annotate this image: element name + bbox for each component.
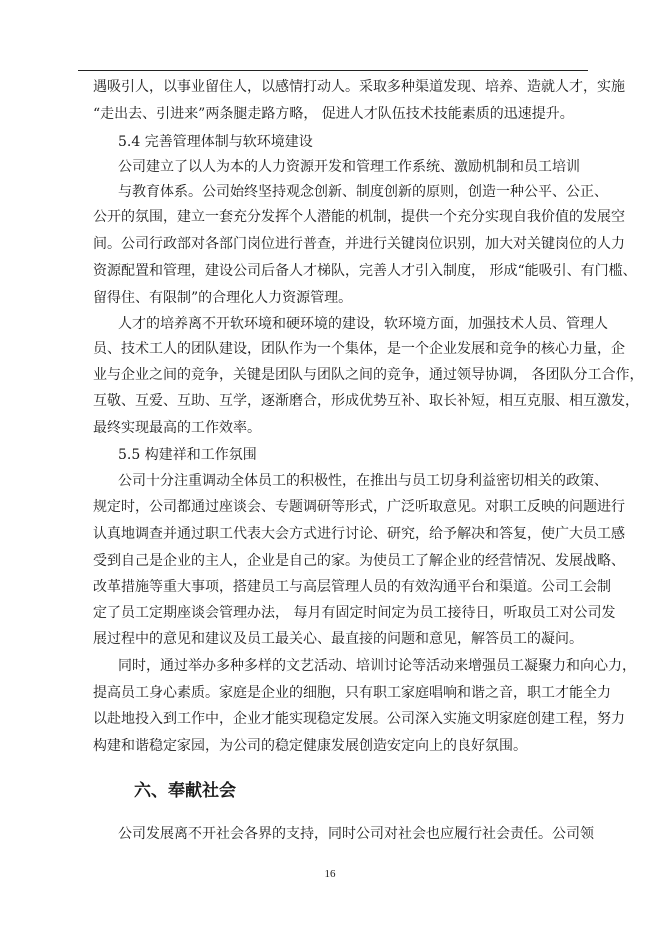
paragraph-line: “走出去、引进来”两条腿走路方略， 促进人才队伍技术技能素质的迅速提升。 <box>93 106 574 122</box>
paragraph-line: 提高员工身心素质。家庭是企业的细胞，只有职工家庭唱响和谐之音，职工才能全力 <box>93 685 611 701</box>
paragraph-line: 受到自己是企业的主人，企业是自己的家。为使员工了解企业的经营情况、发展战略、 <box>93 553 625 569</box>
section-heading: 六、奉献社会 <box>134 781 236 801</box>
paragraph-line: 认真地调查并通过职工代表大会方式进行讨论、研究，给予解决和答复，使广大员工感 <box>93 526 625 542</box>
section-subheading: 5.4 完善管理体制与软环境建设 <box>118 134 313 150</box>
paragraph-line: 间。公司行政部对各部门岗位进行普查，并进行关键岗位识别，加大对关键岗位的人力 <box>93 236 625 252</box>
paragraph-line: 定了员工定期座谈会管理办法， 每月有固定时间定为员工接待日，听取员工对公司发 <box>93 605 616 621</box>
paragraph-line: 人才的培养离不开软环境和硬环境的建设，软环境方面，加强技术人员、管理人 <box>118 316 608 332</box>
paragraph-line: 公司十分注重调动全体员工的积极性，在推出与员工切身利益密切相关的政策、 <box>118 473 608 489</box>
paragraph-line: 规定时，公司都通过座谈会、专题调研等形式，广泛听取意见。对职工反映的问题进行 <box>93 499 625 515</box>
paragraph-line: 改革措施等重大事项，搭建员工与高层管理人员的有效沟通平台和渠道。公司工会制 <box>93 579 611 595</box>
paragraph-line: 遇吸引人，以事业留住人，以感情打动人。采取多种渠道发现、培养、造就人才，实施 <box>93 79 625 95</box>
paragraph-line: 资源配置和管理，建设公司后备人才梯队，完善人才引入制度， 形成“能吸引、有门槛、 <box>93 263 637 279</box>
paragraph-line: 展过程中的意见和建议及员工最关心、最直接的问题和意见，解答员工的凝问。 <box>93 631 583 647</box>
paragraph-line: 以赴地投入到工作中，企业才能实现稳定发展。公司深入实施文明家庭创建工程，努力 <box>93 711 625 727</box>
section-subheading: 5.5 构建祥和工作氛围 <box>118 447 257 463</box>
paragraph-line: 与教育体系。公司始终坚持观念创新、制度创新的原则，创造一种公平、公正、 <box>118 184 608 200</box>
paragraph-line: 公司发展离不开社会各界的支持，同时公司对社会也应履行社会责任。公司领 <box>118 826 594 842</box>
paragraph-line: 构建和谐稳定家园，为公司的稳定健康发展创造安定向上的良好氛围。 <box>93 738 527 754</box>
paragraph-line: 同时，通过举办多种多样的文艺活动、培训讨论等活动来增强员工凝聚力和向心力， <box>118 658 636 674</box>
paragraph-line: 最终实现最高的工作效率。 <box>93 420 261 436</box>
paragraph-line: 互敬、互爱、互助、互学，逐渐磨合，形成优势互补、取长补短，相互克服、相互激发， <box>93 393 639 409</box>
paragraph-line: 留得住、有限制”的合理化人力资源管理。 <box>93 290 353 306</box>
header-rule <box>78 70 588 71</box>
paragraph-line: 公开的氛围，建立一套充分发挥个人潜能的机制，提供一个充分实现自我价值的发展空 <box>93 209 625 225</box>
page-number: 16 <box>324 868 336 880</box>
paragraph-line: 业与企业之间的竞争，关键是团队与团队之间的竞争，通过领导协调， 各团队分工合作， <box>93 367 644 383</box>
paragraph-line: 公司建立了以人为本的人力资源开发和管理工作系统、激励机制和员工培训 <box>118 159 580 175</box>
paragraph-line: 员、技术工人的团队建设，团队作为一个集体，是一个企业发展和竞争的核心力量，企 <box>93 341 625 357</box>
